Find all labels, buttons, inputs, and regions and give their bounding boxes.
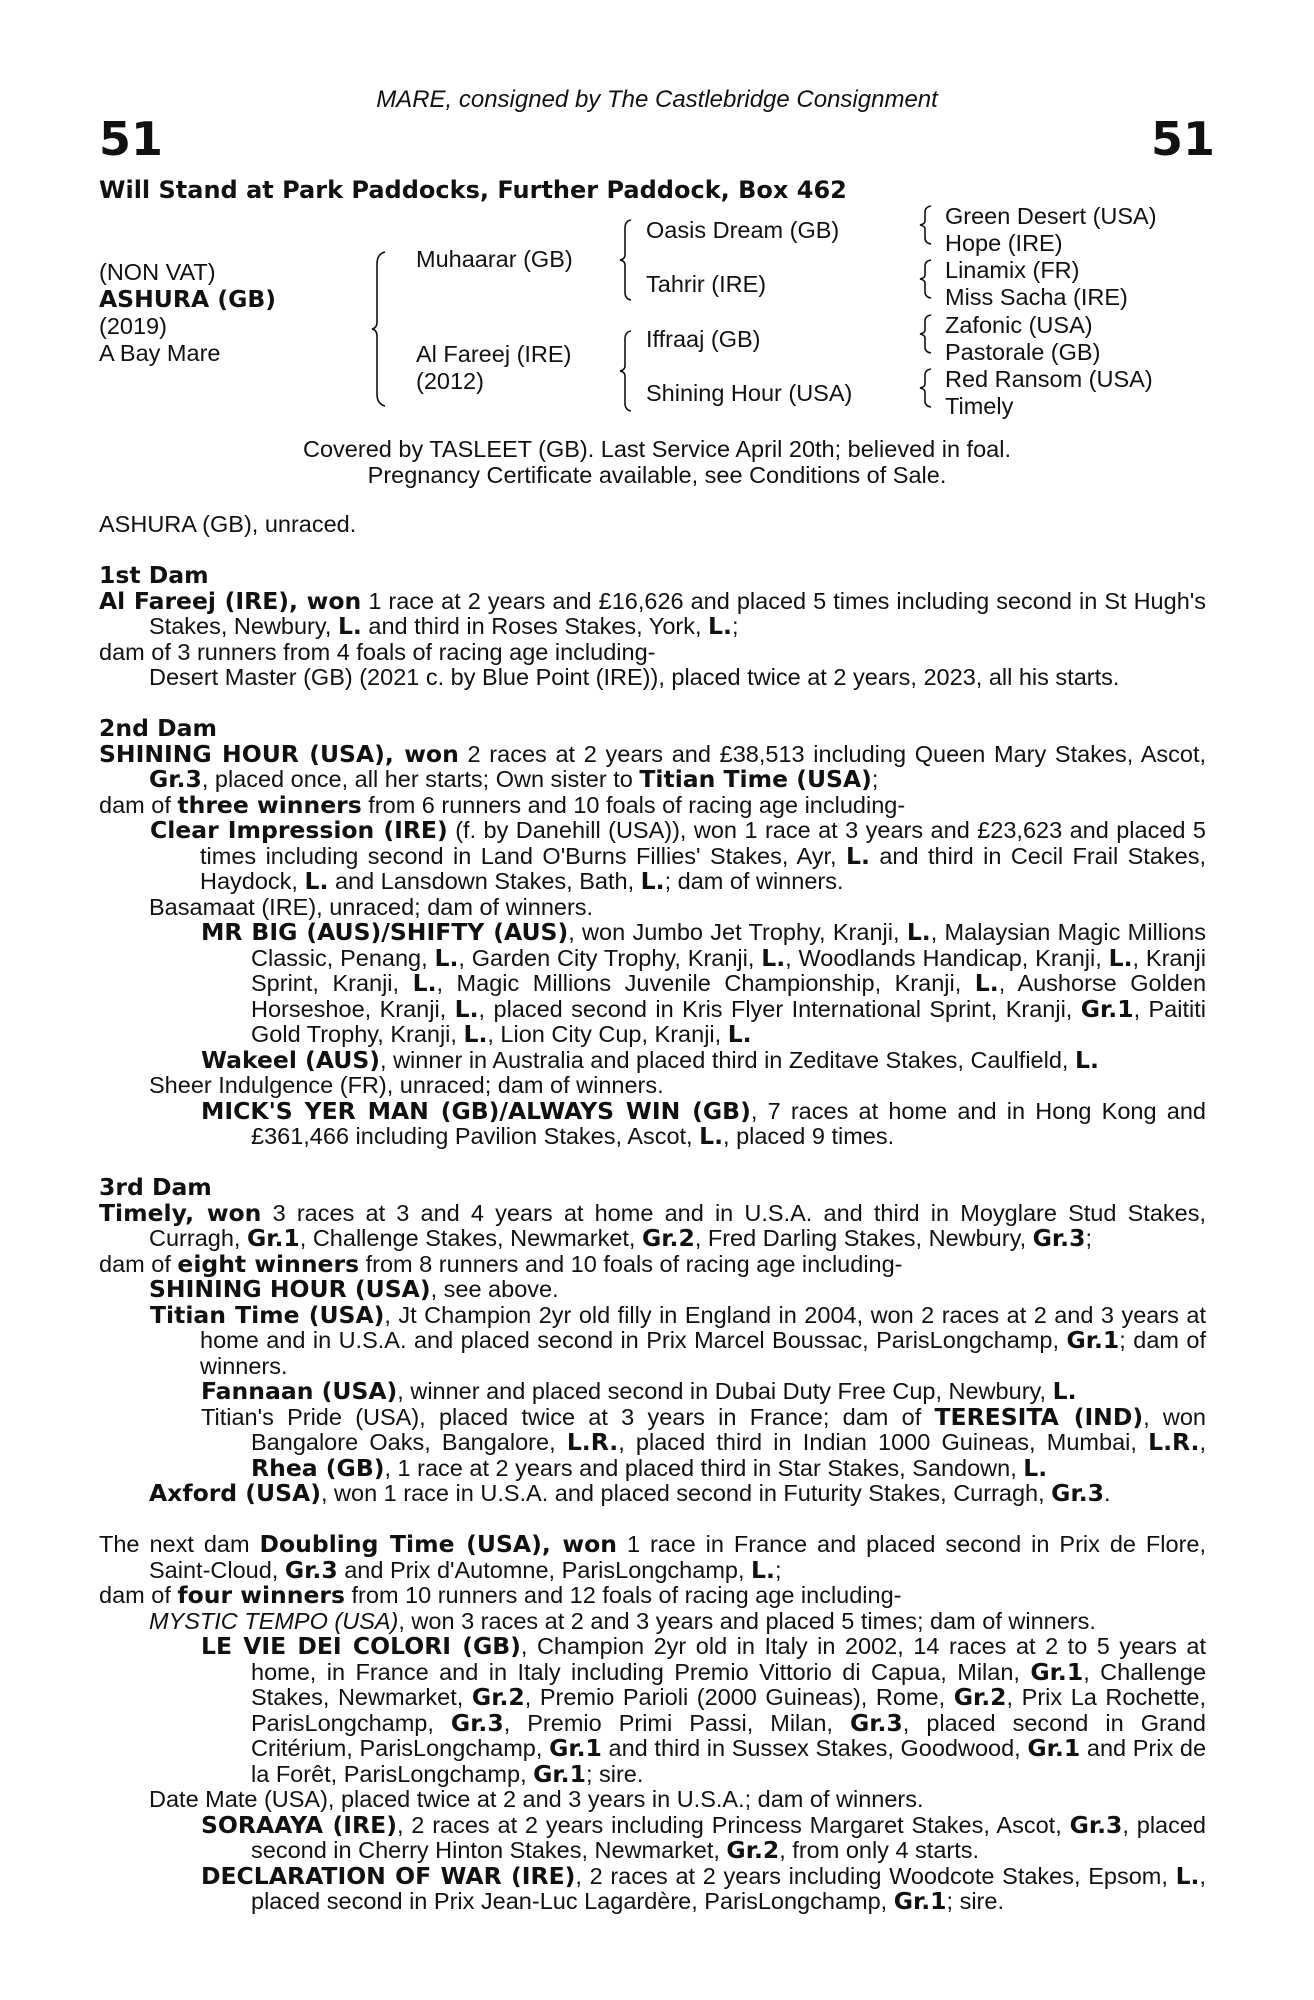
third-dam-heading: 3rd Dam xyxy=(99,1173,212,1201)
first-dam-heading: 1st Dam xyxy=(99,561,209,589)
sire-dam-brace xyxy=(371,250,387,408)
list-item: Titian's Pride (USA), placed twice at 3 years in France; dam of TERESITA (IND), won Bangalore Oaks, Bangalore, L.R., placed third in Indian 1000 Guineas, Mumbai, L.R., Rhea (GB), 1 race at 2 years and placed third in Star Stakes, Sandown, L. xyxy=(201,1402,1207,1482)
ancestor-1: Green Desert (USA) xyxy=(945,203,1157,229)
second-dam-heading: 2nd Dam xyxy=(99,714,217,742)
intro-line: ASHURA (GB), unraced. xyxy=(99,511,357,537)
list-item: MYSTIC TEMPO (USA), won 3 races at 2 and 3 years and placed 5 times; dam of winners. xyxy=(149,1607,1096,1634)
g-brace-1 xyxy=(919,204,933,246)
ancestor-7: Red Ransom (USA) xyxy=(945,366,1153,392)
ancestor-2: Hope (IRE) xyxy=(945,230,1063,256)
list-item: MR BIG (AUS)/SHIFTY (AUS), won Jumbo Jet Trophy, Kranji, L., Malaysian Magic Millions Classic, Penang, L., Garden City Trophy, Kranji, L., Woodlands Handicap, Kranji, L., Kranji Sprint, Kranji, L., Magic Millions Juvenile Championship, Kranji, L., Aushorse Golden Horseshoe, Kranji, L., placed second in Kris Flyer International Sprint, Kranji, Gr.1, Paititi Gold Trophy, Kranji, L., Lion City Cup, Kranji, L. xyxy=(201,918,1207,1048)
list-item: Wakeel (AUS), winner in Australia and placed third in Zeditave Stakes, Caulfield, L. xyxy=(201,1045,1099,1074)
first-dam-produce: dam of 3 runners from 4 foals of racing age including- xyxy=(99,638,656,665)
vat-status: (NON VAT) xyxy=(99,259,216,285)
list-item: SORAAYA (IRE), 2 races at 2 years including Princess Margaret Stakes, Ascot, Gr.3, placed second in Cherry Hinton Stakes, Newmarket, Gr.2, from only 4 starts. xyxy=(201,1810,1206,1864)
dam-line-brace xyxy=(619,329,633,413)
dam-dam-name: Shining Hour (USA) xyxy=(646,380,853,406)
list-item: LE VIE DEI COLORI (GB), Champion 2yr old in Italy in 2002, 14 races at 2 to 5 years at home, in France and in Italy including Premio Vittorio di Capua, Milan, Gr.1, Challenge Stakes, Newmarket, Gr.2, Premio Parioli (2000 Guineas), Rome, Gr.2, Prix La Rochette, ParisLongchamp, Gr.3, Premio Primi Passi, Milan, Gr.3, placed second in Grand Critérium, ParisLongchamp, Gr.1 and third in Sussex Stakes, Goodwood, Gr.1 and Prix de la Forêt, ParisLongchamp, Gr.1; sire. xyxy=(201,1632,1207,1788)
next-dam-produce: dam of four winners from 10 runners and 12 foals of racing age including- xyxy=(99,1581,902,1609)
list-item: Titian Time (USA), Jt Champion 2yr old filly in England in 2004, won 2 races at 2 and 3 years at home and in U.S.A. and placed second in Prix Marcel Boussac, ParisLongchamp, Gr.1; dam of winners. xyxy=(150,1300,1206,1379)
second-dam-record: SHINING HOUR (USA), won 2 races at 2 years and £38,513 including Queen Mary Stakes, Ascot, Gr.3, placed once, all her starts; Own sister to Titian Time (USA); xyxy=(99,739,1207,793)
list-item: Fannaan (USA), winner and placed second in Dubai Duty Free Cup, Newbury, L. xyxy=(201,1377,1077,1405)
list-item: Sheer Indulgence (FR), unraced; dam of winners. xyxy=(149,1072,664,1098)
dam-sire-name: Iffraaj (GB) xyxy=(646,326,761,352)
sire-sire-name: Oasis Dream (GB) xyxy=(646,217,840,243)
ancestor-6: Pastorale (GB) xyxy=(945,339,1101,365)
g-brace-4 xyxy=(919,367,933,409)
stand-location: Will Stand at Park Paddocks, Further Paddock, Box 462 xyxy=(99,176,847,204)
horse-name: ASHURA (GB) xyxy=(99,285,277,313)
ancestor-4: Miss Sacha (IRE) xyxy=(945,284,1128,310)
list-item: Basamaat (IRE), unraced; dam of winners. xyxy=(149,893,594,920)
list-item: SHINING HOUR (USA), see above. xyxy=(149,1275,559,1303)
ancestor-3: Linamix (FR) xyxy=(945,257,1080,283)
sire-line-brace xyxy=(619,218,633,302)
covered-note: Covered by TASLEET (GB). Last Service April 20th; believed in foal. xyxy=(303,436,1011,462)
horse-year: (2019) xyxy=(99,313,167,339)
list-item: MICK'S YER MAN (GB)/ALWAYS WIN (GB), 7 races at home and in Hong Kong and £361,466 including Pavilion Stakes, Ascot, L., placed 9 times. xyxy=(201,1096,1206,1150)
g-brace-2 xyxy=(919,258,933,300)
dam-year: (2012) xyxy=(416,368,484,394)
g-brace-3 xyxy=(919,313,933,355)
sire-dam-name: Tahrir (IRE) xyxy=(646,271,767,297)
next-dam-record: The next dam Doubling Time (USA), won 1 race in France and placed second in Prix de Flore, Saint-Cloud, Gr.3 and Prix d'Automne, ParisLongchamp, L.; xyxy=(99,1530,1207,1584)
list-item: Axford (USA), won 1 race in U.S.A. and placed second in Futurity Stakes, Curragh, Gr.3. xyxy=(149,1479,1111,1507)
third-dam-produce: dam of eight winners from 8 runners and 10 foals of racing age including- xyxy=(99,1249,903,1278)
lot-number-left: 51 xyxy=(99,112,164,166)
list-item: Clear Impression (IRE) (f. by Danehill (USA)), won 1 race at 3 years and £23,623 and placed 5 times including second in Land O'Burns Fillies' Stakes, Ayr, L. and third in Cecil Frail Stakes, Haydock, L. and Lansdown Stakes, Bath, L.; dam of winners. xyxy=(150,816,1206,895)
pregnancy-note: Pregnancy Certificate available, see Conditions of Sale. xyxy=(367,462,947,488)
list-item: DECLARATION OF WAR (IRE), 2 races at 2 years including Woodcote Stakes, Epsom, L., placed second in Prix Jean-Luc Lagardère, ParisLongchamp, Gr.1; sire. xyxy=(201,1861,1206,1915)
third-dam-record: Timely, won 3 races at 3 and 4 years at home and in U.S.A. and third in Moyglare Stud Stakes, Curragh, Gr.1, Challenge Stakes, Newmarket, Gr.2, Fred Darling Stakes, Newbury, Gr.3; xyxy=(99,1198,1207,1252)
ancestor-8: Timely xyxy=(945,393,1014,419)
ancestor-5: Zafonic (USA) xyxy=(945,312,1093,338)
list-item: Desert Master (GB) (2021 c. by Blue Point (IRE)), placed twice at 2 years, 2023, all his starts. xyxy=(149,664,1120,690)
horse-description: A Bay Mare xyxy=(99,340,221,366)
catalogue-body xyxy=(99,512,1206,1915)
sire-name: Muhaarar (GB) xyxy=(416,246,573,272)
consignment-title: MARE, consigned by The Castlebridge Consignment xyxy=(376,86,938,113)
lot-number-right: 51 xyxy=(1150,112,1215,166)
list-item: Date Mate (USA), placed twice at 2 and 3 years in U.S.A.; dam of winners. xyxy=(149,1786,924,1812)
dam-name: Al Fareej (IRE) xyxy=(416,341,572,367)
second-dam-produce: dam of three winners from 6 runners and 10 foals of racing age including- xyxy=(99,790,906,819)
first-dam-record: Al Fareej (IRE), won 1 race at 2 years and £16,626 and placed 5 times including second in St Hugh's Stakes, Newbury, L. and third in Roses Stakes, York, L.; xyxy=(99,586,1207,640)
